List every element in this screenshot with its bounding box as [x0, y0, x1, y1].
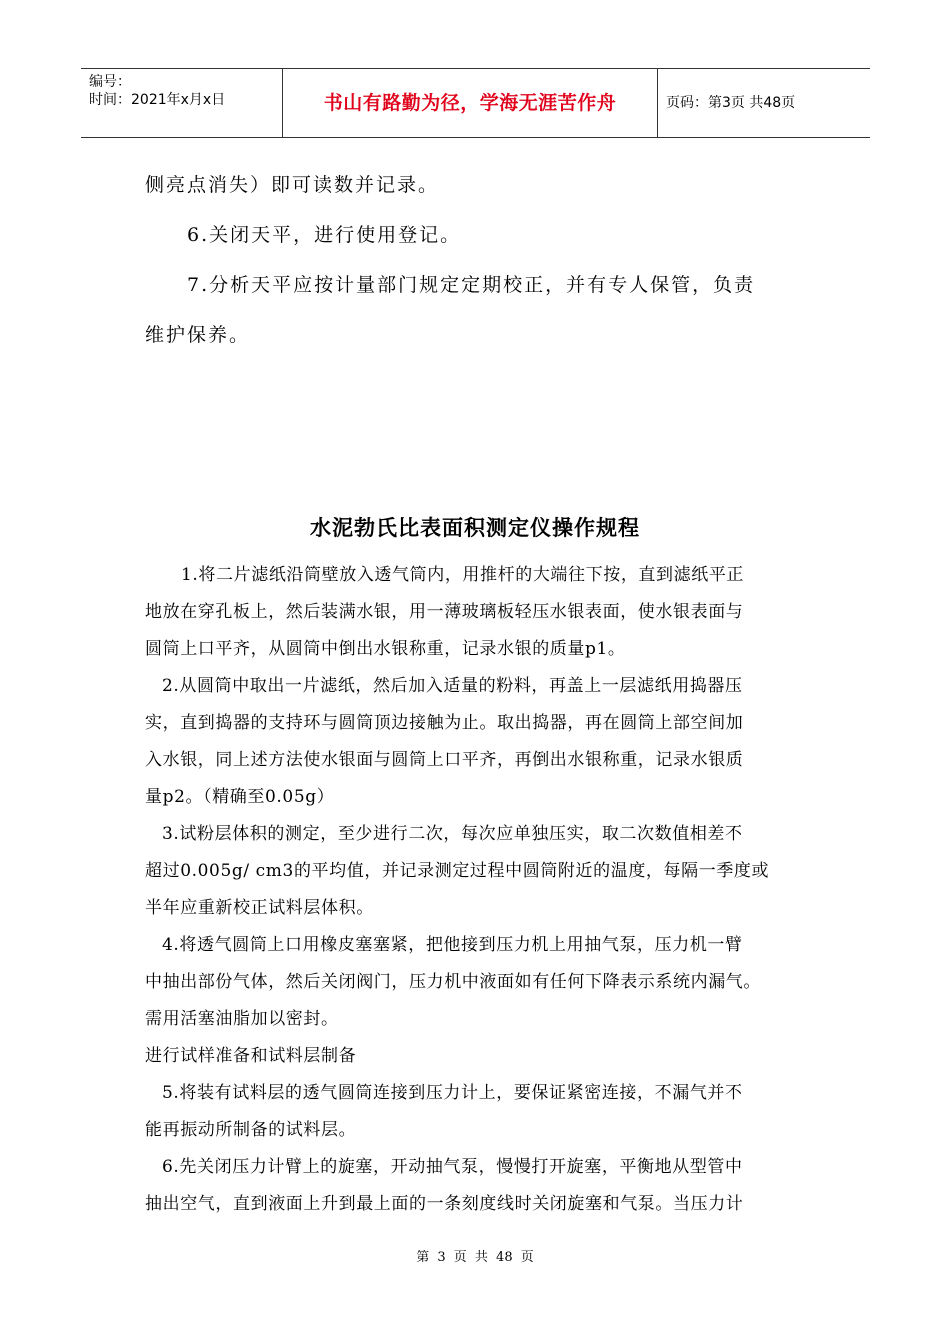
procedure-line: 中抽出部份气体，然后关闭阀门，压力机中液面如有任何下降表示系统内漏气。 — [145, 972, 761, 992]
procedure-line: 抽出空气，直到液面上升到最上面的一条刻度线时关闭旋塞和气泵。当压力计 — [145, 1194, 744, 1214]
page-header — [81, 68, 870, 138]
procedure-line: 5.将装有试料层的透气圆筒连接到压力计上，要保证紧密连接，不漏气并不 — [162, 1083, 743, 1103]
procedure-line: 6.先关闭压力计臂上的旋塞，开动抽气泵，慢慢打开旋塞，平衡地从型管中 — [162, 1157, 743, 1177]
procedure-line: 1.将二片滤纸沿筒壁放入透气筒内，用推杆的大端往下按，直到滤纸平正 — [181, 565, 745, 585]
procedure-line: 4.将透气圆筒上口用橡皮塞塞紧，把他接到压力机上用抽气泵，压力机一臂 — [162, 935, 743, 955]
header-meta — [81, 69, 283, 137]
paragraph-line: 侧亮点消失）即可读数并记录。 — [145, 174, 440, 196]
page-footer: 第 3 页 共 48 页 — [416, 1250, 534, 1265]
procedure-line: 半年应重新校正试料层体积。 — [145, 898, 374, 918]
procedure-line: 实，直到捣器的支持环与圆筒顶边接触为止。取出捣器，再在圆筒上部空间加 — [145, 713, 744, 733]
procedure-line: 需用活塞油脂加以密封。 — [145, 1009, 339, 1029]
procedure-line: 地放在穿孔板上，然后装满水银，用一薄玻璃板轻压水银表面，使水银表面与 — [145, 602, 744, 622]
procedure-line: 2.从圆筒中取出一片滤纸，然后加入适量的粉料，再盖上一层滤纸用捣器压 — [162, 676, 743, 696]
procedure-line: 超过0.005g/ cm3的平均值，并记录测定过程中圆筒附近的温度，每隔一季度或 — [145, 861, 770, 881]
procedure-line: 入水银，同上述方法使水银面与圆筒上口平齐，再倒出水银称重，记录水银质 — [145, 750, 744, 770]
paragraph-line: 7.分析天平应按计量部门规定定期校正，并有专人保管，负责 — [187, 274, 756, 296]
header-motto: 书山有路勤为径，学海无涯苦作舟 — [283, 69, 658, 137]
procedure-line: 量p2。（精确至0.05g） — [145, 787, 335, 807]
document-date: 时间：2021年x月x日 — [89, 92, 226, 108]
procedure-line: 圆筒上口平齐，从圆筒中倒出水银称重，记录水银的质量p1。 — [145, 639, 626, 659]
header-page-info: 页码：第3页 共48页 — [666, 95, 796, 111]
procedure-line: 3.试粉层体积的测定，至少进行二次，每次应单独压实，取二次数值相差不 — [162, 824, 743, 844]
document-number-label: 编号： — [89, 74, 131, 90]
paragraph-line: 维护保养。 — [145, 324, 251, 346]
procedure-line: 能再振动所制备的试料层。 — [145, 1120, 357, 1140]
procedure-subheading: 进行试样准备和试料层制备 — [145, 1046, 357, 1066]
procedure-title: 水泥勃氏比表面积测定仪操作规程 — [310, 516, 640, 540]
paragraph-line: 6.关闭天平，进行使用登记。 — [187, 224, 462, 246]
